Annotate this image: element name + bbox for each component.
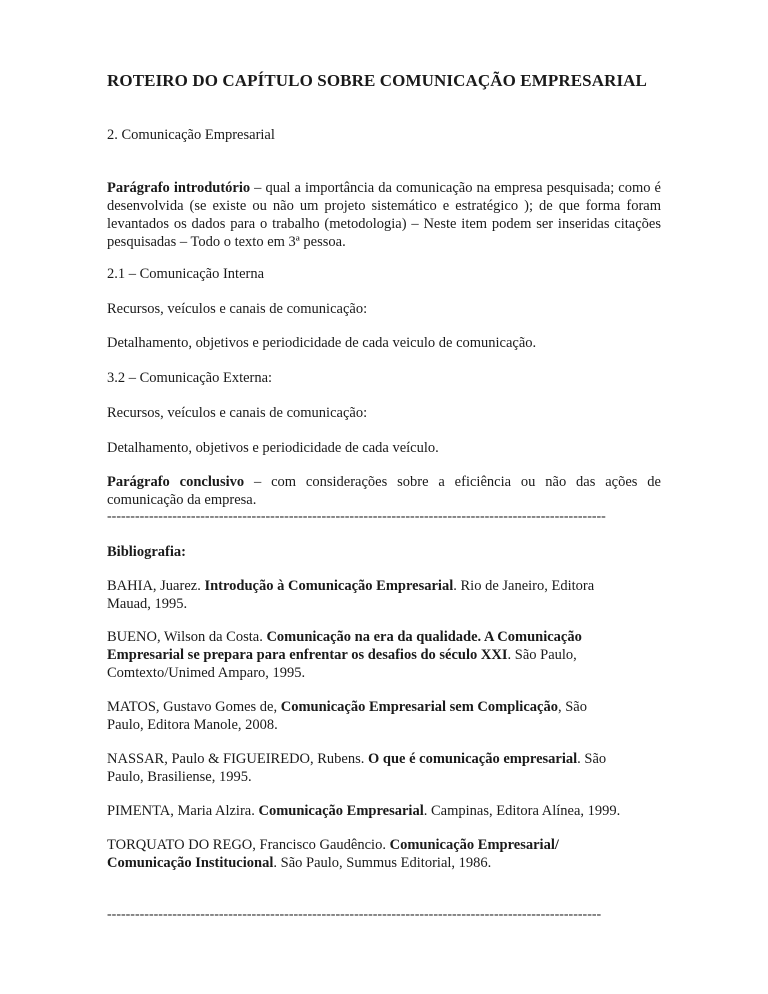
entry-work: Introdução à Comunicação Empresarial	[204, 578, 454, 594]
entry-author: TORQUATO DO REGO, Francisco Gaudêncio.	[107, 837, 390, 853]
section-heading: 2. Comunicação Empresarial	[107, 127, 275, 143]
entry-author: MATOS, Gustavo Gomes de,	[107, 699, 281, 715]
entry-work: Comunicação Empresarial	[258, 803, 424, 819]
entry-author: NASSAR, Paulo & FIGUEIREDO, Rubens.	[107, 751, 369, 767]
bibliography-heading-text: Bibliografia:	[107, 544, 186, 560]
bibliography-entry	[107, 802, 647, 820]
bibliography-entry	[107, 836, 607, 872]
document-title: ROTEIRO DO CAPÍTULO SOBRE COMUNICAÇÃO EMPRESARIAL	[107, 71, 647, 90]
separator-line: ----------------------------------------------------------------------------------------------------------	[107, 907, 602, 922]
internal-details: Detalhamento, objetivos e periodicidade de cada veiculo de comunicação.	[107, 335, 537, 351]
entry-publication: , São Paulo, Editora Manole, 2008.	[107, 699, 587, 733]
intro-paragraph	[107, 179, 661, 251]
bibliography-entry	[107, 628, 627, 682]
entry-author: PIMENTA, Maria Alzira.	[107, 803, 259, 819]
external-resources: Recursos, veículos e canais de comunicação:	[107, 405, 368, 421]
entry-author: BUENO, Wilson da Costa.	[107, 629, 267, 645]
bibliography-entry	[107, 698, 627, 734]
entry-work: O que é comunicação empresarial	[368, 751, 578, 767]
intro-label: Parágrafo introdutório	[107, 180, 251, 196]
entry-work: Comunicação Empresarial sem Complicação	[280, 699, 558, 715]
bibliography-heading	[107, 543, 661, 561]
internal-heading: 2.1 – Comunicação Interna	[107, 266, 265, 282]
conclusion-paragraph	[107, 473, 661, 509]
entry-work: Comunicação na era da qualidade. A Comunicação Empresarial se prepara para enfrentar os desafios do século XXI	[107, 629, 582, 663]
intro-text: – qual a importância da comunicação na empresa pesquisada; como é desenvolvida (se existe ou não um projeto sistemático e estratégico ); de que forma foram levantados os dados para o trabalho (metodologia) – Neste item podem ser inseridas citações pesquisadas – Todo o texto em 3ª pessoa.	[107, 180, 661, 250]
entry-publication: . São Paulo, Summus Editorial, 1986.	[273, 855, 492, 871]
entry-work: Comunicação Empresarial/ Comunicação Institucional	[107, 837, 559, 871]
entry-publication: . São Paulo, Comtexto/Unimed Amparo, 1995.	[107, 647, 577, 681]
entry-publication: . Rio de Janeiro, Editora Mauad, 1995.	[107, 578, 595, 612]
entry-publication: . São Paulo, Brasiliense, 1995.	[107, 751, 607, 785]
bibliography-entry	[107, 577, 627, 613]
external-details: Detalhamento, objetivos e periodicidade de cada veículo.	[107, 440, 439, 456]
conclusion-label: Parágrafo conclusivo	[107, 474, 245, 490]
entry-author: BAHIA, Juarez.	[107, 578, 205, 594]
bibliography-entry	[107, 750, 627, 786]
separator-line: -----------------------------------------------------------------------------------------------------------	[107, 509, 606, 524]
internal-resources: Recursos, veículos e canais de comunicação:	[107, 301, 368, 317]
entry-publication: . Campinas, Editora Alínea, 1999.	[423, 803, 621, 819]
external-heading: 3.2 – Comunicação Externa:	[107, 370, 273, 386]
conclusion-text: – com considerações sobre a eficiência ou não das ações de comunicação da empresa.	[107, 474, 661, 508]
